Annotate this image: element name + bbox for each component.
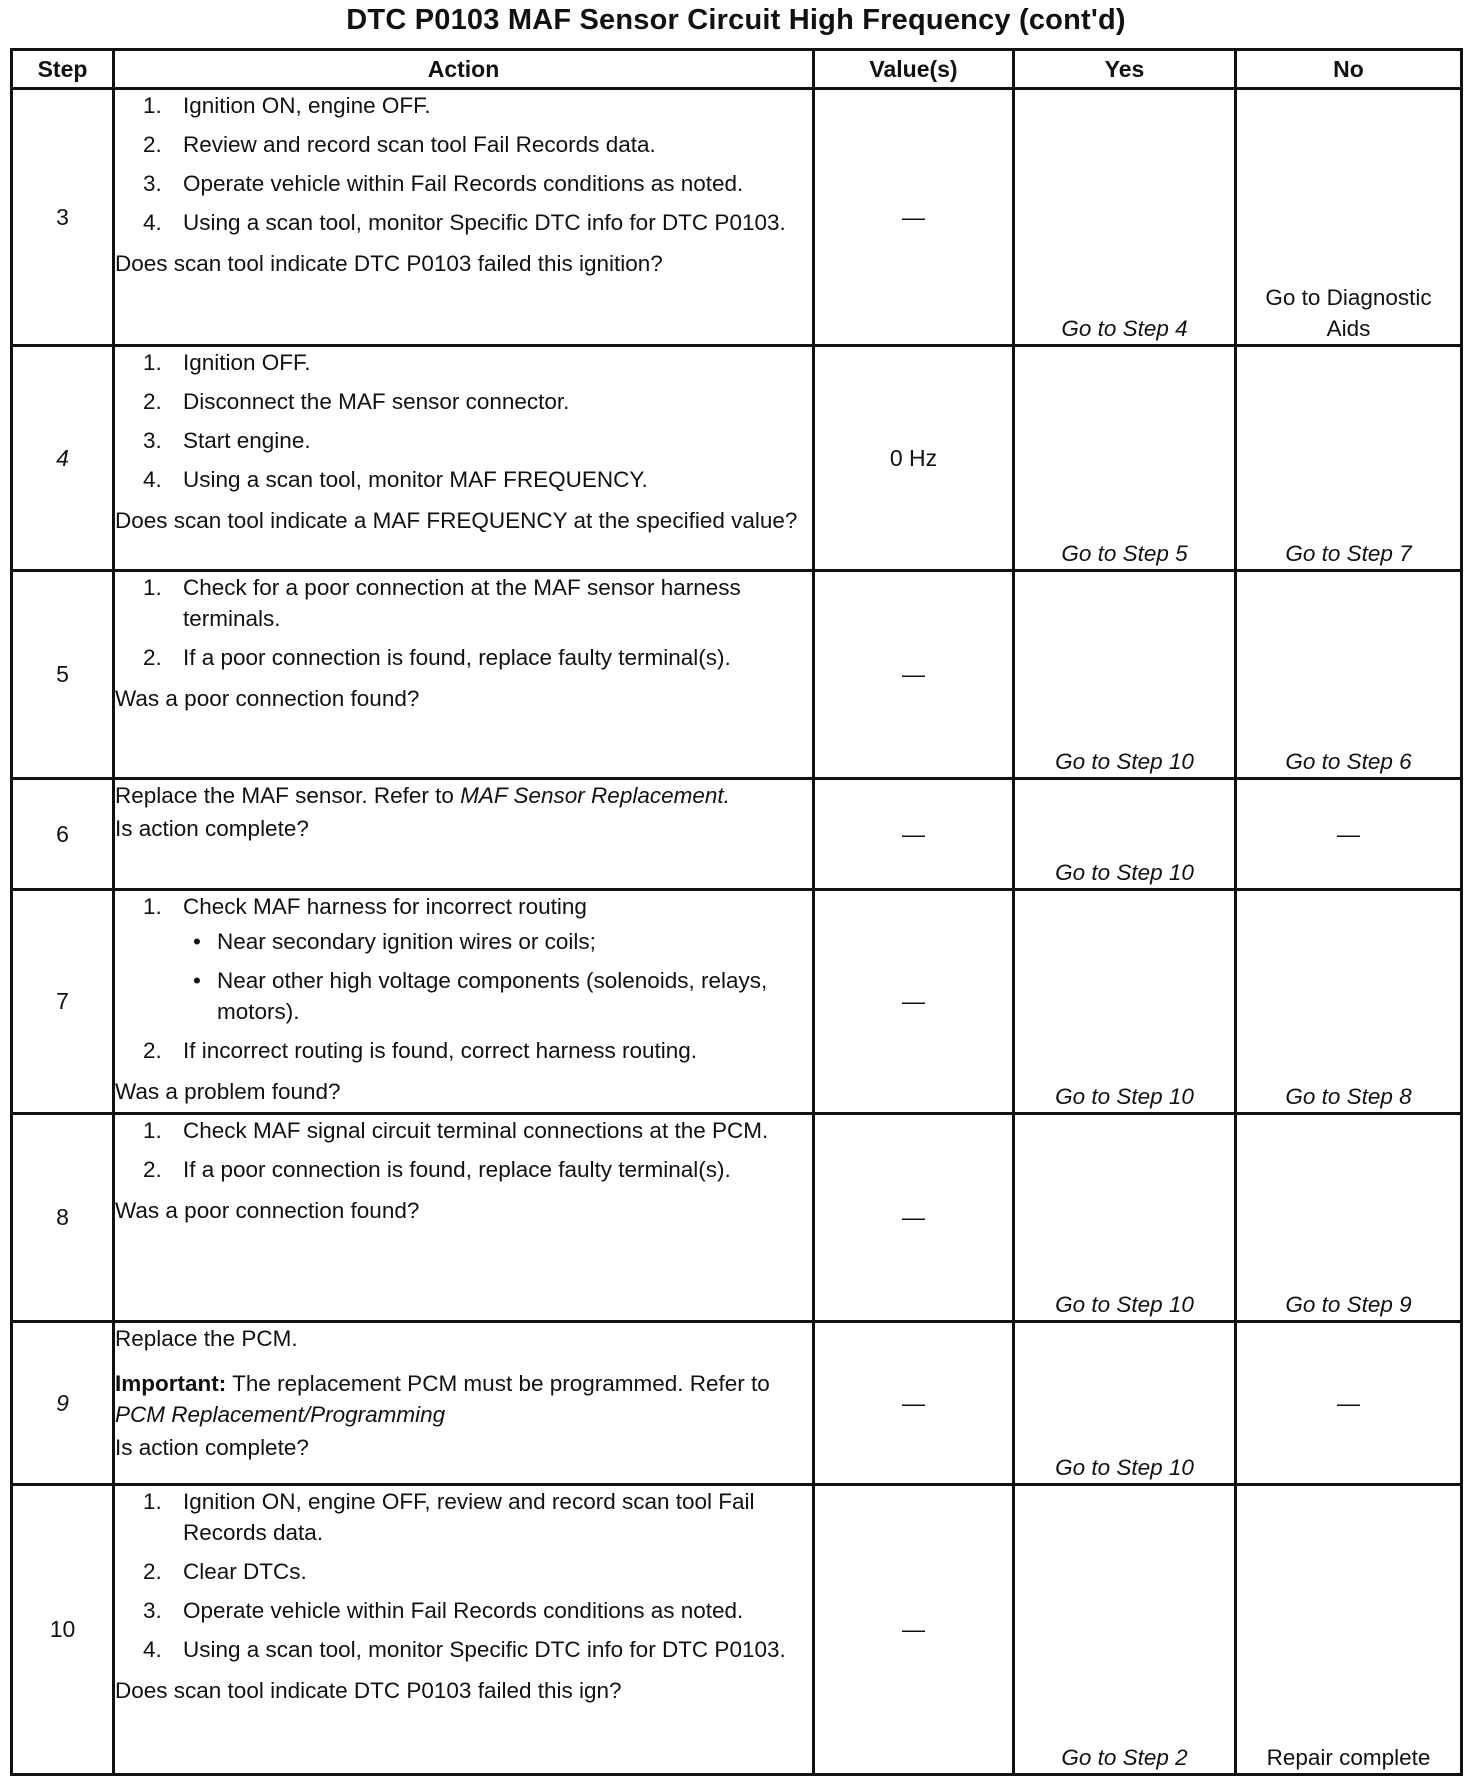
action-steps: [115, 347, 812, 503]
value-cell: —: [814, 571, 1014, 779]
no-cell: —: [1236, 779, 1462, 890]
table-row-step-7: [12, 890, 1462, 1114]
action-cell: [114, 571, 814, 779]
action-step: 2. If incorrect routing is found, correct harness routing.: [143, 1038, 697, 1063]
step-number: 6: [12, 779, 114, 890]
action-question: Does scan tool indicate DTC P0103 failed this ign?: [115, 1678, 622, 1703]
yes-cell: Go to Step 10: [1014, 571, 1236, 779]
value-cell: —: [814, 1322, 1014, 1485]
yes-cell: Go to Step 10: [1014, 1322, 1236, 1485]
action-question: Was a poor connection found?: [115, 686, 420, 711]
header-row: [12, 50, 1462, 89]
yes-cell: Go to Step 4: [1014, 89, 1236, 346]
action-cell: [114, 1485, 814, 1775]
action-cell: [114, 1114, 814, 1322]
no-cell: Go to Step 7: [1236, 346, 1462, 571]
yes-cell: Go to Step 10: [1014, 890, 1236, 1114]
action-step: 4. Using a scan tool, monitor Specific DTC info for DTC P0103.: [143, 210, 786, 235]
action-question: Is action complete?: [115, 816, 309, 841]
table-row-step-3: [12, 89, 1462, 346]
value-cell: —: [814, 890, 1014, 1114]
table-row-step-9: [12, 1322, 1462, 1485]
action-step: 1. Ignition ON, engine OFF, review and record scan tool Fail Records data.: [143, 1489, 755, 1545]
action-steps: [115, 572, 812, 681]
table-row-step-4: [12, 346, 1462, 571]
column-header-values: Value(s): [814, 50, 1014, 89]
action-step: 4. Using a scan tool, monitor MAF FREQUENCY.: [143, 467, 648, 492]
important-note: Important: The replacement PCM must be programmed. Refer to PCM Replacement/Programming: [115, 1371, 770, 1427]
bullet-list: [183, 926, 812, 1027]
action-cell: [114, 89, 814, 346]
value-cell: 0 Hz: [814, 346, 1014, 571]
step-number: 7: [12, 890, 114, 1114]
page-title: DTC P0103 MAF Sensor Circuit High Frequency (cont'd): [346, 4, 1126, 36]
value-cell: —: [814, 779, 1014, 890]
action-step: 1. Ignition OFF.: [143, 350, 311, 375]
action-step: 2. If a poor connection is found, replace faulty terminal(s).: [143, 1157, 731, 1182]
column-header-action: Action: [114, 50, 814, 89]
action-question: Was a poor connection found?: [115, 1198, 420, 1223]
action-question: Does scan tool indicate a MAF FREQUENCY at the specified value?: [115, 508, 798, 533]
no-cell: Go to Step 6: [1236, 571, 1462, 779]
action-step: 1. Check for a poor connection at the MAF sensor harness terminals.: [143, 575, 741, 631]
no-cell: Go to Step 8: [1236, 890, 1462, 1114]
value-cell: —: [814, 1114, 1014, 1322]
value-cell: —: [814, 1485, 1014, 1775]
action-step: 2. Clear DTCs.: [143, 1559, 307, 1584]
action-step: 1. Check MAF harness for incorrect routing • Near secondary ignition wires or coils; • Near other high voltage components (solenoids, relays, motors).: [115, 891, 812, 1027]
no-cell: —: [1236, 1322, 1462, 1485]
action-step: 4. Using a scan tool, monitor Specific DTC info for DTC P0103.: [143, 1637, 786, 1662]
reference-link: MAF Sensor Replacement.: [460, 783, 730, 808]
action-step: 3. Start engine.: [143, 428, 311, 453]
action-cell: [114, 1322, 814, 1485]
step-number: 3: [12, 89, 114, 346]
no-cell: Go to Step 9: [1236, 1114, 1462, 1322]
step-number: 10: [12, 1485, 114, 1775]
yes-cell: Go to Step 10: [1014, 1114, 1236, 1322]
action-cell: [114, 890, 814, 1114]
step-number: 4: [12, 346, 114, 571]
step-number: 9: [12, 1322, 114, 1485]
action-steps: [115, 1486, 812, 1673]
table-row-step-10: [12, 1485, 1462, 1775]
yes-cell: Go to Step 5: [1014, 346, 1236, 571]
action-question: Is action complete?: [115, 1435, 309, 1460]
column-header-no: No: [1236, 50, 1462, 89]
action-text: Replace the MAF sensor. Refer to MAF Sensor Replacement.: [115, 783, 730, 808]
bullet-item: • Near secondary ignition wires or coils;: [183, 926, 812, 957]
action-step: 2. If a poor connection is found, replace faulty terminal(s).: [143, 645, 731, 670]
step-number: 8: [12, 1114, 114, 1322]
no-cell: Repair complete: [1236, 1485, 1462, 1775]
column-header-step: Step: [12, 50, 114, 89]
diagnostic-table: [10, 48, 1463, 1776]
action-steps: [115, 90, 812, 246]
table-row-step-5: [12, 571, 1462, 779]
action-step: 2. Review and record scan tool Fail Records data.: [143, 132, 656, 157]
action-question: Does scan tool indicate DTC P0103 failed this ignition?: [115, 251, 663, 276]
step-number: 5: [12, 571, 114, 779]
action-step: 1. Ignition ON, engine OFF.: [143, 93, 431, 118]
action-step: 3. Operate vehicle within Fail Records conditions as noted.: [143, 171, 744, 196]
value-cell: —: [814, 89, 1014, 346]
table-row-step-6: [12, 779, 1462, 890]
column-header-yes: Yes: [1014, 50, 1236, 89]
action-step: 3. Operate vehicle within Fail Records conditions as noted.: [143, 1598, 744, 1623]
table-row-step-8: [12, 1114, 1462, 1322]
action-steps: [115, 1115, 812, 1193]
action-cell: [114, 346, 814, 571]
action-cell: [114, 779, 814, 890]
action-text: Replace the PCM.: [115, 1326, 298, 1351]
yes-cell: Go to Step 2: [1014, 1485, 1236, 1775]
reference-link: PCM Replacement/Programming: [115, 1402, 446, 1427]
yes-cell: Go to Step 10: [1014, 779, 1236, 890]
action-step: 2. Disconnect the MAF sensor connector.: [143, 389, 570, 414]
action-question: Was a problem found?: [115, 1079, 341, 1104]
bullet-item: • Near other high voltage components (solenoids, relays, motors).: [183, 965, 812, 1027]
no-cell: Go to Diagnostic Aids: [1236, 89, 1462, 346]
important-label: Important:: [115, 1371, 227, 1396]
action-step: 1. Check MAF signal circuit terminal connections at the PCM.: [143, 1118, 769, 1143]
action-steps: [115, 891, 812, 1074]
